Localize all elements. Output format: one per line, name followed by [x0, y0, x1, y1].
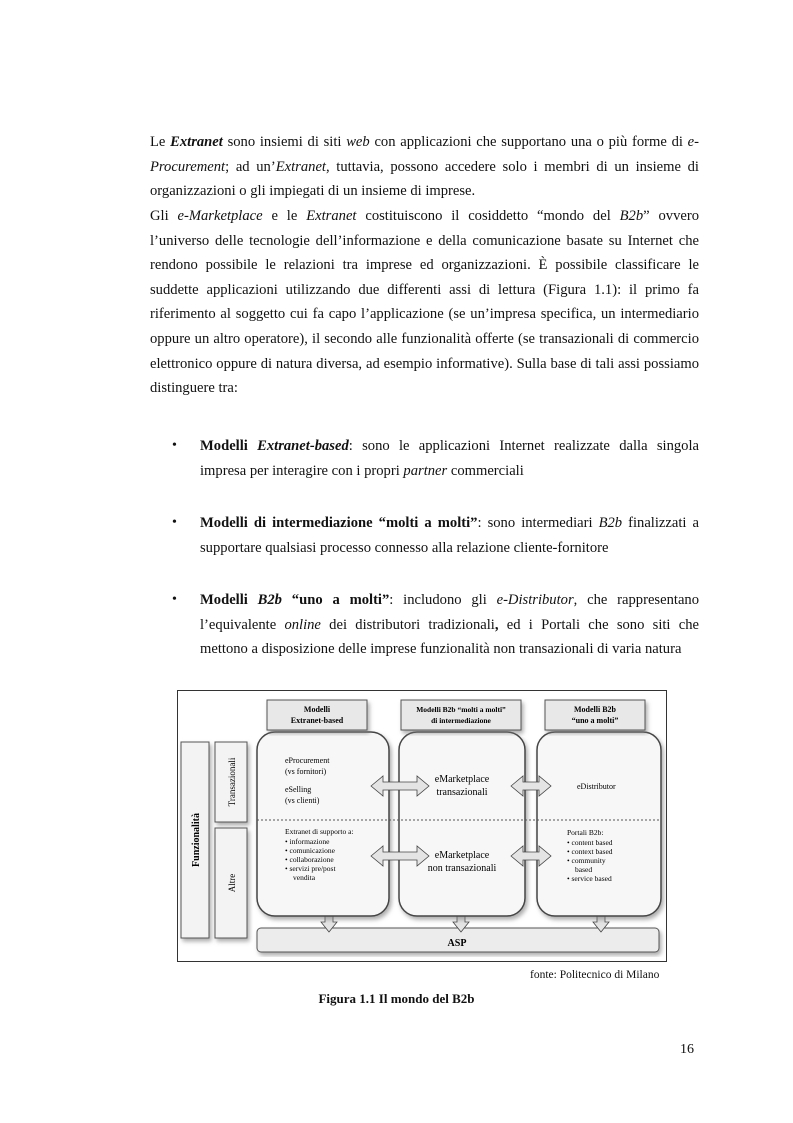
bullet-symbol: • — [172, 438, 177, 453]
header-col1-line2: Extranet-based — [290, 716, 344, 725]
col3-bottom-line: • context based — [567, 847, 613, 856]
page-number: 16 — [680, 1042, 694, 1057]
col2-bottom-line: non transazionali — [427, 863, 497, 874]
col1-bottom-line: • informazione — [285, 837, 330, 846]
figure-source: fonte: Politecnico di Milano — [530, 969, 660, 981]
col1-bottom-line: vendita — [293, 873, 316, 882]
col3-top-line: eDistributor — [577, 782, 616, 791]
header-col1-line1: Modelli — [303, 705, 331, 714]
figure-caption: Figura 1.1 Il mondo del B2b — [318, 991, 475, 1006]
col2-top-line: eMarketplace — [434, 774, 490, 785]
col3-bottom-line: • community — [567, 856, 606, 865]
bullet-one-to-many: Modelli B2b “uno a molti”: includono gli e-Distributor, che rappresentano l’equivalente online dei distributori tradizionali, ed i Portali che sono siti che mettono a disposizione delle imprese funzionalità non transazionali di varia natura — [200, 592, 700, 658]
col1-bottom-line: • servizi pre/post — [285, 864, 336, 873]
col1-top-line: (vs clienti) — [285, 796, 320, 805]
col3-bottom-line: • service based — [567, 874, 612, 883]
col2-bottom-line: eMarketplace — [434, 850, 490, 861]
col1-bottom-line: Extranet di supporto a: — [285, 827, 354, 836]
bullet-extranet-based: Modelli Extranet-based: sono le applicazioni Internet realizzate dalla singola impresa per interagire con i propri partner commerciali — [200, 438, 700, 479]
col1-top-line: (vs fornitori) — [285, 767, 327, 776]
bullet-symbol: • — [172, 592, 177, 607]
axis-label: Funzionalità — [191, 813, 202, 867]
b2b-world-diagram — [177, 690, 667, 962]
col1-bottom-line: • collaborazione — [285, 855, 334, 864]
col3-bottom-line: • content based — [567, 838, 613, 847]
column-one-to-many — [537, 732, 661, 916]
column-intermediation — [399, 732, 525, 916]
col2-top-line: transazionali — [436, 787, 488, 798]
paragraph-b2b-world: Gli e-Marketplace e le Extranet costituiscono il cosiddetto “mondo del B2b” ovvero l’universo delle tecnologie dell’informazione e della comunicazione basate su Internet che rendono possibile le relazioni tra imprese ed organizzazioni. È possibile classificare le suddette applicazioni utilizzando due differenti assi di lettura (Figura 1.1): il primo fa riferimento al soggetto cui fa capo l’applicazione (se un’impresa specifica, un intermediario oppure un altro operatore), il secondo alle funzionalità offerte (se transazionali di commercio elettronico oppure di natura diversa, ad esempio informative). Sulla base di tali assi possiamo distinguere tra: — [150, 208, 700, 397]
col1-bottom-line: • comunicazione — [285, 846, 335, 855]
col3-bottom-line: Portali B2b: — [567, 828, 604, 837]
col3-bottom-line: based — [575, 865, 593, 874]
col1-top-line: eProcurement — [285, 756, 330, 765]
row-label-other: Altre — [227, 873, 237, 893]
asp-label: ASP — [447, 938, 467, 949]
col1-top-line: eSelling — [285, 785, 312, 794]
header-col2-line2: di intermediazione — [431, 716, 491, 725]
header-col2-line1: Modelli B2b “molti a molti” — [416, 705, 506, 714]
bullet-intermediation: Modelli di intermediazione “molti a molti”: sono intermediari B2b finalizzati a supportare qualsiasi processo connesso alla relazione cliente-fornitore — [200, 515, 699, 556]
bullet-symbol: • — [172, 515, 177, 530]
header-col3-line1: Modelli B2b — [573, 705, 617, 714]
row-label-transactional: Transazionali — [227, 757, 237, 807]
paragraph-extranet: Le Extranet sono insiemi di siti web con applicazioni che supportano una o più forme di e-Procurement; ad un’Extranet, tuttavia, possono accedere solo i membri di un insieme di organizzazioni o gli impiegati di un insieme di imprese. — [150, 134, 699, 200]
header-col3-line2: “uno a molti” — [571, 716, 619, 725]
